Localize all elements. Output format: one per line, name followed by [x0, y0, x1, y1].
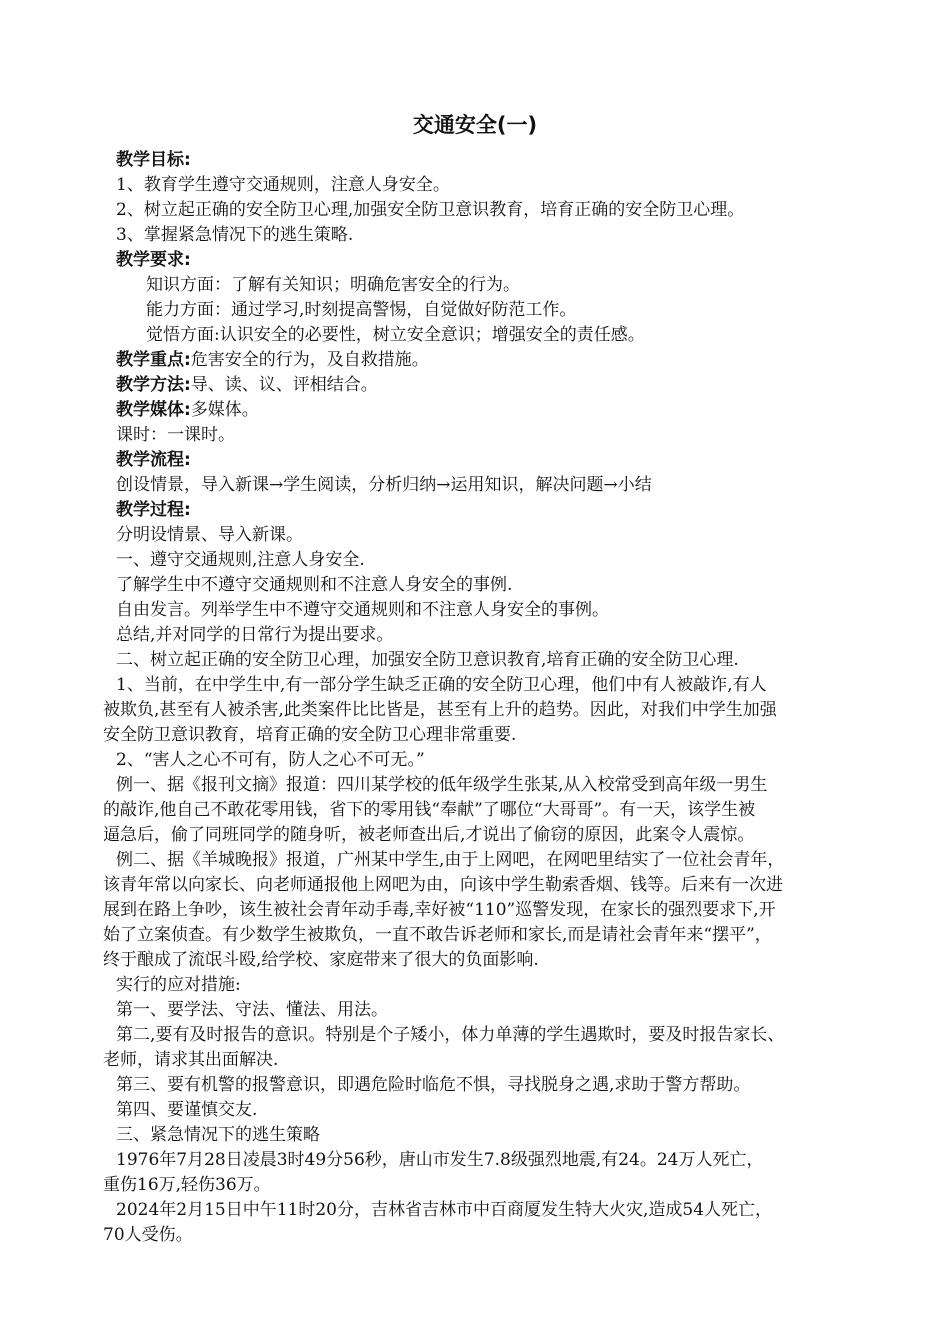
process-line: 例一、据《报刊文摘》报道：四川某学校的低年级学生张某,从入校常受到高年级一男生 — [116, 775, 768, 795]
process-line: 自由发言。列举学生中不遵守交通规则和不注意人身安全的事例。 — [116, 600, 609, 620]
process-line: 第四、要谨慎交友. — [116, 1100, 258, 1120]
process-line: 了解学生中不遵守交通规则和不注意人身安全的事例. — [116, 575, 513, 595]
requirement-item-ability: 能力方面：通过学习,时刻提高警惕，自觉做好防范工作。 — [146, 300, 577, 320]
process-line: 的敲诈,他自己不敢花零用钱，省下的零用钱“奉献”了哪位“大哥哥”。有一天，该学生被 — [103, 800, 756, 820]
objective-item-3: 3、掌握紧急情况下的逃生策略. — [116, 225, 354, 245]
process-line: 三、紧急情况下的逃生策略 — [116, 1125, 320, 1145]
process-line: 二、树立起正确的安全防卫心理，加强安全防卫意识教育,培育正确的安全防卫心理. — [116, 650, 739, 670]
media-label: 教学媒体: — [116, 400, 191, 420]
process-line: 始了立案侦查。有少数学生被欺负，一直不敢告诉老师和家长,而是请社会青年来“摆平”， — [103, 925, 772, 945]
process-line: 1976年7月28日凌晨3时49分56秒，唐山市发生7.8级强烈地震,有24。24万人死亡， — [116, 1150, 764, 1170]
process-line: 1、当前，在中学生中,有一部分学生缺乏正确的安全防卫心理，他们中有人被敲诈,有人 — [116, 675, 767, 695]
class-hours: 课时：一课时。 — [116, 425, 235, 445]
methods-row — [116, 373, 378, 397]
process-line: 70人受伤。 — [103, 1225, 193, 1245]
process-line: 分明设情景、导入新课。 — [116, 525, 303, 545]
process-line: 第一、要学法、守法、懂法、用法。 — [116, 1000, 388, 1020]
key-points-text: 危害安全的行为，及自救措施。 — [190, 350, 429, 370]
process-line: 例二、据《羊城晚报》报道，广州某中学生,由于上网吧，在网吧里结实了一位社会青年， — [116, 850, 785, 870]
process-line: 一、遵守交通规则,注意人身安全. — [116, 550, 365, 570]
process-line: 被欺负,甚至有人被杀害,此类案件比比皆是，甚至有上升的趋势。因此，对我们中学生加强 — [103, 700, 777, 720]
flow-heading: 教学流程: — [116, 450, 191, 470]
key-points-row — [116, 348, 429, 372]
flow-text: 创设情景，导入新课→学生阅读，分析归纳→运用知识，解决问题→小结 — [116, 475, 652, 495]
process-line: 逼急后，偷了同班同学的随身听，被老师查出后,才说出了偷窃的原因，此案令人震惊。 — [103, 825, 755, 845]
media-row — [116, 398, 259, 422]
process-line: 第三、要有机警的报警意识，即遇危险时临危不惧，寻找脱身之遇,求助于警方帮助。 — [116, 1075, 751, 1095]
process-heading: 教学过程: — [116, 500, 191, 520]
process-line: 老师，请求其出面解决. — [103, 1050, 279, 1070]
process-line: 2024年2月15日中午11时20分，吉林省吉林市中百商厦发生特大火灾,造成54人死亡， — [116, 1200, 773, 1220]
process-line: 重伤16万,轻伤36万。 — [103, 1175, 271, 1195]
process-line: 终于酿成了流氓斗殴,给学校、家庭带来了很大的负面影响. — [103, 950, 539, 970]
process-line: 2、“害人之心不可有，防人之心不可无。” — [116, 750, 425, 770]
document-title: 交通安全(一) — [412, 113, 538, 137]
process-line: 总结,并对同学的日常行为提出要求。 — [116, 625, 394, 645]
media-text: 多媒体。 — [190, 400, 259, 420]
process-line: 展到在路上争吵，该生被社会青年动手毒,幸好被“110”巡警发现，在家长的强烈要求下,开 — [103, 900, 776, 920]
requirement-item-awareness: 觉悟方面:认识安全的必要性，树立安全意识；增强安全的责任感。 — [146, 325, 645, 345]
process-line: 安全防卫意识教育，培育正确的安全防卫心理非常重要. — [103, 725, 517, 745]
methods-label: 教学方法: — [116, 375, 191, 395]
methods-text: 导、读、议、评相结合。 — [190, 375, 378, 395]
objectives-heading: 教学目标: — [116, 150, 191, 170]
requirements-heading: 教学要求: — [116, 250, 191, 270]
key-points-label: 教学重点: — [116, 350, 191, 370]
objective-item-1: 1、教育学生遵守交通规则，注意人身安全。 — [116, 175, 450, 195]
process-line: 实行的应对措施: — [116, 975, 241, 995]
process-line: 该青年常以向家长、向老师通报他上网吧为由，向该中学生勒索香烟、钱等。后来有一次进 — [103, 875, 783, 895]
objective-item-2: 2、树立起正确的安全防卫心理,加强安全防卫意识教育，培育正确的安全防卫心理。 — [116, 200, 745, 220]
process-line: 第二,要有及时报告的意识。特别是个子矮小，体力单薄的学生遇欺时，要及时报告家长、 — [116, 1025, 785, 1045]
requirement-item-knowledge: 知识方面：了解有关知识；明确危害安全的行为。 — [146, 275, 520, 295]
